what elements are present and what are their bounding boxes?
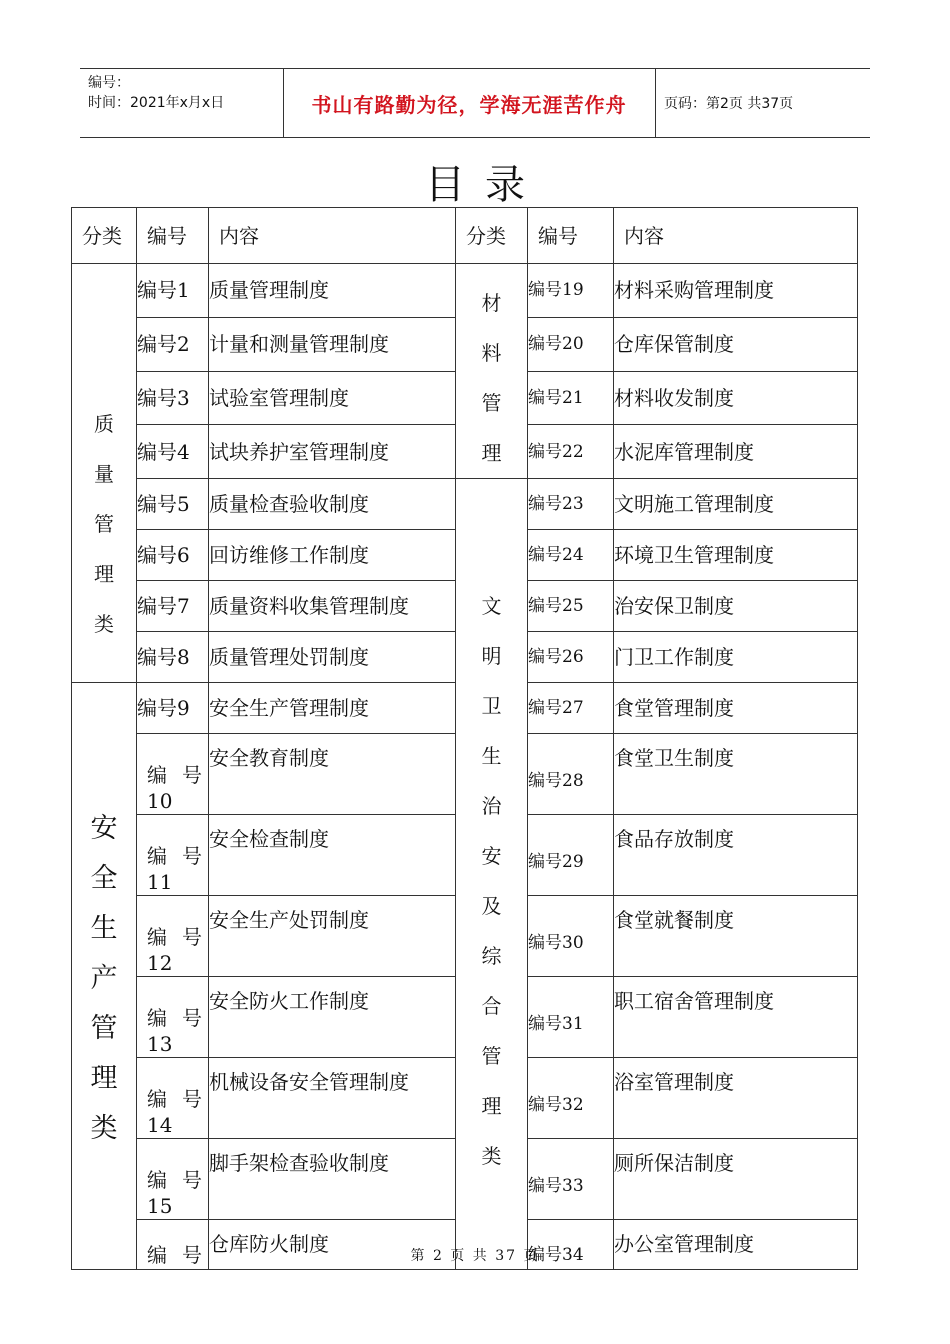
- item-content: 材料收发制度: [614, 371, 858, 425]
- item-content: 职工宿舍管理制度: [614, 977, 858, 1058]
- item-content: 门卫工作制度: [614, 632, 858, 683]
- category-char: 合: [481, 994, 502, 1018]
- item-content: 仓库防火制度: [209, 1220, 456, 1270]
- category-char: 管: [94, 512, 114, 536]
- category-char: 文: [481, 594, 502, 618]
- category-char: 理: [94, 562, 114, 586]
- column-header: 编号: [528, 208, 614, 264]
- header-number-label: 编号：: [88, 75, 130, 91]
- item-content: 材料采购管理制度: [614, 264, 858, 318]
- category-char: 卫: [481, 694, 502, 718]
- item-number: 编号20: [528, 317, 614, 371]
- item-content: 治安保卫制度: [614, 581, 858, 632]
- item-number: 编号9: [137, 683, 209, 734]
- table-row: [72, 479, 858, 530]
- item-content: 计量和测量管理制度: [209, 317, 456, 371]
- category-cell: [456, 479, 528, 1270]
- item-number: 编号28: [528, 734, 614, 815]
- header-motto: 书山有路勤为径，学海无涯苦作舟: [311, 92, 627, 117]
- item-number-label: 编 号: [147, 763, 202, 787]
- category-label: [72, 297, 136, 649]
- item-number-label: 编 号: [147, 1168, 202, 1192]
- item-number-digits: 12: [147, 951, 173, 975]
- category-char: 管: [90, 1012, 118, 1044]
- item-number-label: 编 号: [147, 1243, 202, 1267]
- category-char: 理: [481, 1094, 502, 1118]
- item-number: [137, 815, 209, 896]
- category-char: 生: [481, 744, 502, 768]
- category-char: 料: [481, 341, 502, 365]
- category-label: [456, 264, 527, 478]
- item-content: 质量检查验收制度: [209, 479, 456, 530]
- column-header: 内容: [614, 208, 858, 264]
- category-char: 全: [90, 862, 118, 894]
- item-number: 编号3: [137, 371, 209, 425]
- category-char: 理: [90, 1062, 118, 1094]
- item-number: 编号5: [137, 479, 209, 530]
- item-content: 安全检查制度: [209, 815, 456, 896]
- category-char: 量: [94, 462, 114, 486]
- item-number: 编号32: [528, 1058, 614, 1139]
- item-number: 编号7: [137, 581, 209, 632]
- header-time-label: 时间：2021年x月x日: [88, 95, 225, 111]
- column-header: 内容: [209, 208, 456, 264]
- item-number: 编号22: [528, 425, 614, 479]
- category-char: 质: [94, 412, 114, 436]
- column-header: 分类: [456, 208, 528, 264]
- item-content: 食堂卫生制度: [614, 734, 858, 815]
- page-title: 目录: [425, 162, 545, 208]
- category-char: 材: [481, 291, 502, 315]
- item-number: [137, 734, 209, 815]
- item-content: 安全生产处罚制度: [209, 896, 456, 977]
- category-label: [456, 567, 527, 1181]
- item-content: 回访维修工作制度: [209, 530, 456, 581]
- item-content: 办公室管理制度: [614, 1220, 858, 1270]
- item-number-digits: 15: [147, 1194, 173, 1218]
- item-content: 安全教育制度: [209, 734, 456, 815]
- item-number: 编号4: [137, 425, 209, 479]
- item-number-digits: 14: [147, 1113, 173, 1137]
- item-number-label: 编 号: [147, 844, 202, 868]
- category-cell: [72, 683, 137, 1270]
- category-char: 明: [481, 644, 502, 668]
- item-number-label: 编 号: [147, 925, 202, 949]
- item-content: 食堂管理制度: [614, 683, 858, 734]
- category-char: 类: [481, 1144, 502, 1168]
- item-content: 质量资料收集管理制度: [209, 581, 456, 632]
- category-char: 产: [90, 962, 118, 994]
- page-footer: 第 2 页 共 37 页: [410, 1248, 540, 1264]
- item-number: 编号31: [528, 977, 614, 1058]
- item-number: 编号1: [137, 264, 209, 318]
- item-content: 水泥库管理制度: [614, 425, 858, 479]
- item-number: 编号26: [528, 632, 614, 683]
- item-content: 试验室管理制度: [209, 371, 456, 425]
- item-number: [137, 977, 209, 1058]
- item-content: 仓库保管制度: [614, 317, 858, 371]
- header-divider: [655, 69, 656, 137]
- toc-header-row: [72, 208, 858, 264]
- category-cell: [456, 264, 528, 479]
- category-char: 治: [481, 794, 502, 818]
- item-number-digits: 11: [147, 870, 173, 894]
- category-char: 安: [90, 812, 118, 844]
- category-label: [72, 799, 136, 1154]
- toc-table: [71, 207, 858, 1270]
- category-cell: [72, 264, 137, 683]
- item-number: 编号6: [137, 530, 209, 581]
- item-content: 试块养护室管理制度: [209, 425, 456, 479]
- item-number-label: 编 号: [147, 1006, 202, 1030]
- item-number: 编号33: [528, 1139, 614, 1220]
- category-char: 综: [481, 944, 502, 968]
- item-content: 厕所保洁制度: [614, 1139, 858, 1220]
- table-row: [72, 264, 858, 318]
- page-header: [80, 68, 870, 138]
- item-number: [137, 1139, 209, 1220]
- category-char: 管: [481, 391, 502, 415]
- item-number: 编号34: [528, 1220, 614, 1270]
- item-number: [137, 1058, 209, 1139]
- item-number: 编号2: [137, 317, 209, 371]
- header-meta: [88, 73, 224, 113]
- item-number: 编号21: [528, 371, 614, 425]
- item-number: 编号30: [528, 896, 614, 977]
- item-content: 食品存放制度: [614, 815, 858, 896]
- category-char: 管: [481, 1044, 502, 1068]
- item-number: [137, 896, 209, 977]
- category-char: 类: [90, 1112, 118, 1144]
- header-page-info: 页码：第2页 共37页: [664, 96, 794, 112]
- item-number: 编号25: [528, 581, 614, 632]
- item-number: 编号23: [528, 479, 614, 530]
- category-char: 理: [481, 441, 502, 465]
- item-number-digits: 13: [147, 1032, 173, 1056]
- column-header: 分类: [72, 208, 137, 264]
- item-number: 编号8: [137, 632, 209, 683]
- category-char: 生: [90, 912, 118, 944]
- item-content: 安全防火工作制度: [209, 977, 456, 1058]
- item-content: 文明施工管理制度: [614, 479, 858, 530]
- category-char: 类: [94, 612, 114, 636]
- item-content: 安全生产管理制度: [209, 683, 456, 734]
- column-header: 编号: [137, 208, 209, 264]
- item-content: 浴室管理制度: [614, 1058, 858, 1139]
- item-number-digits: 10: [147, 789, 173, 813]
- item-number: 编号27: [528, 683, 614, 734]
- item-number: 编号19: [528, 264, 614, 318]
- item-content: 环境卫生管理制度: [614, 530, 858, 581]
- category-char: 及: [481, 894, 502, 918]
- category-char: 安: [481, 844, 502, 868]
- item-number-label: 编 号: [147, 1087, 202, 1111]
- item-content: 质量管理制度: [209, 264, 456, 318]
- item-number: 编号24: [528, 530, 614, 581]
- item-content: 质量管理处罚制度: [209, 632, 456, 683]
- item-content: 机械设备安全管理制度: [209, 1058, 456, 1139]
- item-number: 编号29: [528, 815, 614, 896]
- item-content: 食堂就餐制度: [614, 896, 858, 977]
- item-content: 脚手架检查验收制度: [209, 1139, 456, 1220]
